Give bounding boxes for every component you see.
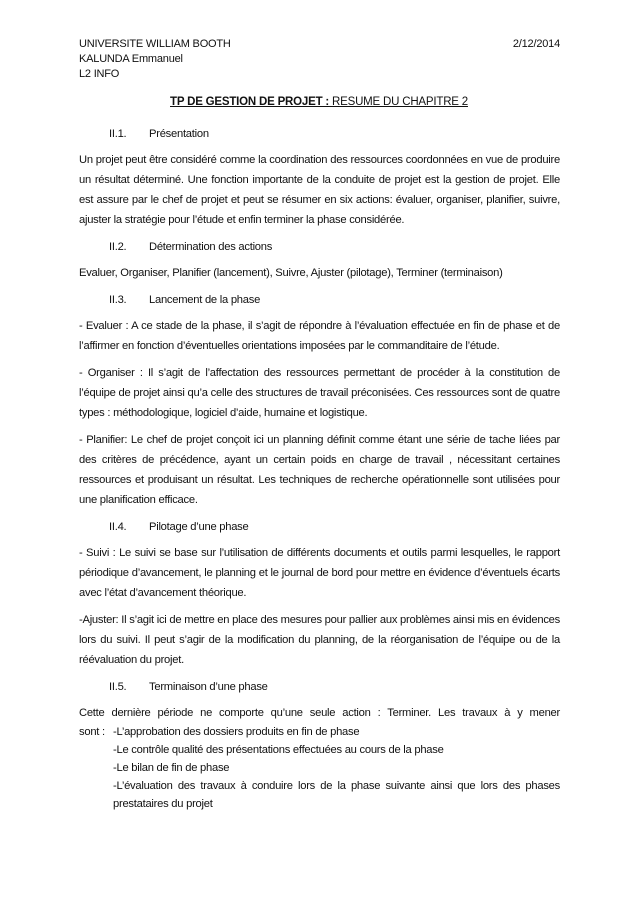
- paragraph-ajuster: -Ajuster: Il s’agit ici de mettre en place des mesures pour pallier aux problèmes ainsi mis en évidences lors du suivi. Il peut s’agir de la modification du planning, de la réorganisation de l’équipe ou de la réévaluation du projet.: [79, 614, 560, 666]
- header-date: 2/12/2014: [512, 38, 560, 50]
- paragraph-organiser: - Organiser : Il s’agit de l’affectation des ressources permettant de procéder à la constitution de l’équipe de projet ainsi qu’a celle des structures de travail préconisées. Ces ressources sont de quatre types : méthodologique, logiciel d’aide, humaine et logistique.: [79, 367, 560, 419]
- list-item: -L’évaluation des travaux à conduire lors de la phase suivante ainsi que lors des phases prestataires du projet: [113, 780, 560, 810]
- paragraph-evaluer: - Evaluer : A ce stade de la phase, il s’agit de répondre à l’évaluation effectuée en fin de phase et de l’affirmer en fonction d’éventuelles orientations imposées par le commanditaire de l’étude.: [79, 320, 560, 352]
- section-heading: [109, 677, 560, 697]
- list-item: -L’approbation des dossiers produits en fin de phase: [113, 726, 360, 738]
- title-subtitle: RESUME DU CHAPITRE 2: [329, 96, 468, 108]
- travaux-items: [113, 723, 560, 813]
- document-body: [79, 124, 560, 813]
- document-title: [0, 95, 638, 110]
- paragraph-actions: Evaluer, Organiser, Planifier (lancement), Suivre, Ajuster (pilotage), Terminer (terminaison): [79, 267, 503, 279]
- section-heading: [109, 290, 560, 310]
- institution-name: UNIVERSITE WILLIAM BOOTH: [79, 38, 231, 50]
- section-heading: [109, 237, 560, 257]
- paragraph-planifier: - Planifier: Le chef de projet conçoit ici un planning définit comme étant une série de tache liées par des critères de précédence, ayant un certain poids en charge de travail , nécessitant certaines ressources et produisant un résultat. Les techniques de recherche opérationnelle sont utilisées pour une planification efficace.: [79, 434, 560, 506]
- section-number: II.5.: [109, 681, 127, 693]
- section-title: Terminaison d’une phase: [149, 681, 268, 693]
- sont-label: sont :: [79, 726, 105, 738]
- section-number: II.1.: [109, 128, 127, 140]
- header-left: [79, 37, 231, 82]
- author-name: KALUNDA Emmanuel: [79, 53, 183, 65]
- section-heading: [109, 517, 560, 537]
- list-item: -Le contrôle qualité des présentations effectuées au cours de la phase: [113, 744, 444, 756]
- section-number: II.4.: [109, 521, 127, 533]
- section-title: Présentation: [149, 128, 209, 140]
- paragraph-presentation: Un projet peut être considéré comme la coordination des ressources coordonnées en vue de produire un résultat déterminé. Une fonction importante de la conduite de projet est la gestion de projet. Elle est assure par le chef de projet et peut se résumer en six actions: évaluer, organiser, planifier, suivre, ajuster la stratégie pour l’étude et enfin terminer la phase considérée.: [79, 154, 560, 226]
- class-name: L2 INFO: [79, 68, 120, 80]
- section-number: II.3.: [109, 294, 127, 306]
- section-number: II.2.: [109, 241, 127, 253]
- terminaison-lead: Cette dernière période ne comporte qu’une seule action : Terminer. Les travaux à y mener: [79, 707, 560, 719]
- travaux-list: [79, 723, 560, 813]
- section-heading: [109, 124, 560, 144]
- title-bold: TP DE GESTION DE PROJET :: [170, 96, 330, 108]
- section-title: Lancement de la phase: [149, 294, 261, 306]
- paragraph-suivi: - Suivi : Le suivi se base sur l’utilisation de différents documents et outils parmi lesquelles, le rapport périodique d’avancement, le planning et le journal de bord pour mettre en évidence d’éventuels écarts avec l’état d’avancement théorique.: [79, 547, 560, 599]
- section-title: Détermination des actions: [149, 241, 273, 253]
- section-title: Pilotage d’une phase: [149, 521, 249, 533]
- list-item: -Le bilan de fin de phase: [113, 762, 230, 774]
- paragraph-terminaison: [79, 703, 560, 723]
